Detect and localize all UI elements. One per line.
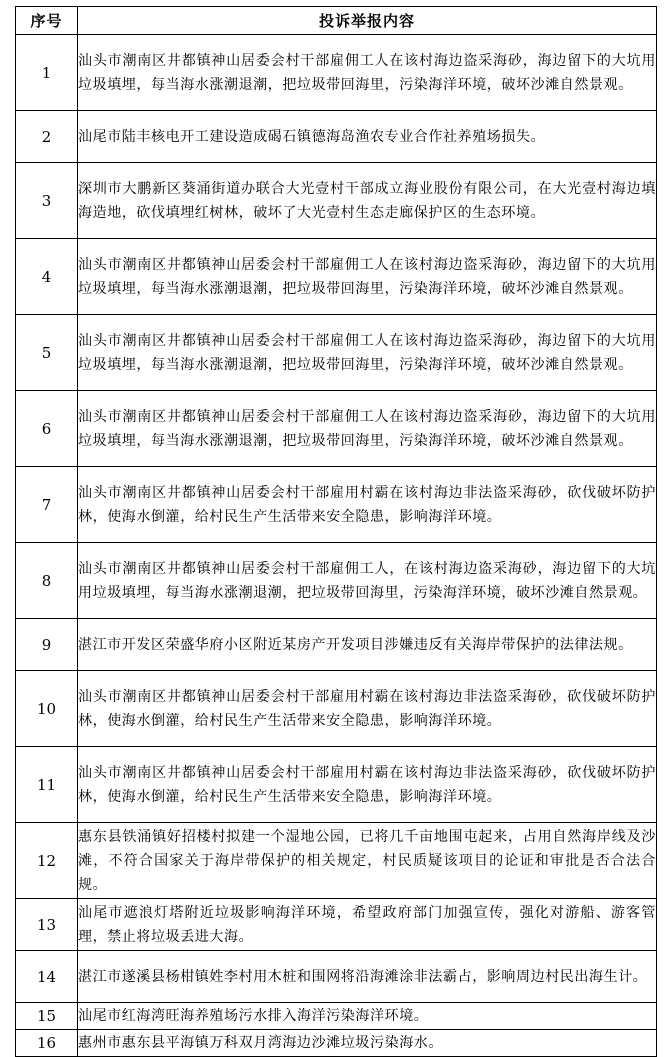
row-content: 深圳市大鹏新区葵涌街道办联合大光壹村干部成立海业股份有限公司，在大光壹村海边填海造地，砍伐填埋红树林，破坏了大光壹村生态走廊保护区的生态环境。 — [78, 163, 657, 239]
row-number: 1 — [16, 35, 78, 111]
row-number: 12 — [16, 823, 78, 899]
row-number: 13 — [16, 899, 78, 951]
document-page — [15, 6, 657, 1057]
table-row — [16, 543, 657, 619]
row-number: 15 — [16, 1003, 78, 1030]
table-row — [16, 467, 657, 543]
row-content: 汕头市潮南区井都镇神山居委会村干部雇佣工人在该村海边盗采海砂，海边留下的大坑用垃圾填埋，每当海水涨潮退潮，把垃圾带回海里，污染海洋环境，破坏沙滩自然景观。 — [78, 239, 657, 315]
table-row — [16, 391, 657, 467]
row-number: 3 — [16, 163, 78, 239]
table-header-row — [16, 7, 657, 35]
row-number: 14 — [16, 951, 78, 1003]
table-row — [16, 35, 657, 111]
row-content: 汕尾市红海湾旺海养殖场污水排入海洋污染海洋环境。 — [78, 1003, 657, 1030]
row-content: 惠东县铁涌镇好招楼村拟建一个湿地公园，已将几千亩地围屯起来，占用自然海岸线及沙滩，不符合国家关于海岸带保护的相关规定，村民质疑该项目的论证和审批是否合法合规。 — [78, 823, 657, 899]
row-number: 11 — [16, 747, 78, 823]
row-content: 汕头市潮南区井都镇神山居委会村干部雇佣工人，在该村海边盗采海砂，海边留下的大坑用垃圾填埋，每当海水涨潮退潮，把垃圾带回海里，污染海洋环境，破坏沙滩自然景观。 — [78, 543, 657, 619]
table-row — [16, 899, 657, 951]
row-content: 汕头市潮南区井都镇神山居委会村干部雇用村霸在该村海边非法盗采海砂，砍伐破坏防护林，使海水倒灌，给村民生产生活带来安全隐患，影响海洋环境。 — [78, 467, 657, 543]
table-row — [16, 747, 657, 823]
row-content: 汕尾市遮浪灯塔附近垃圾影响海洋环境，希望政府部门加强宣传，强化对游船、游客管理，禁止将垃圾丢进大海。 — [78, 899, 657, 951]
row-content: 汕头市潮南区井都镇神山居委会村干部雇用村霸在该村海边非法盗采海砂，砍伐破坏防护林，使海水倒灌，给村民生产生活带来安全隐患，影响海洋环境。 — [78, 747, 657, 823]
row-number: 10 — [16, 671, 78, 747]
row-content: 湛江市开发区荣盛华府小区附近某房产开发项目涉嫌违反有关海岸带保护的法律法规。 — [78, 619, 657, 671]
table-row — [16, 619, 657, 671]
row-number: 4 — [16, 239, 78, 315]
row-number: 9 — [16, 619, 78, 671]
row-content: 汕头市潮南区井都镇神山居委会村干部雇佣工人在该村海边盗采海砂，海边留下的大坑用垃圾填埋，每当海水涨潮退潮，把垃圾带回海里，污染海洋环境，破坏沙滩自然景观。 — [78, 35, 657, 111]
table-row — [16, 671, 657, 747]
row-number: 16 — [16, 1030, 78, 1057]
table-row — [16, 163, 657, 239]
table-row — [16, 951, 657, 1003]
table-row — [16, 1003, 657, 1030]
table-row — [16, 1030, 657, 1057]
table-row — [16, 315, 657, 391]
row-number: 2 — [16, 111, 78, 163]
row-content: 汕头市潮南区井都镇神山居委会村干部雇佣工人在该村海边盗采海砂，海边留下的大坑用垃圾填埋，每当海水涨潮退潮，把垃圾带回海里，污染海洋环境，破坏沙滩自然景观。 — [78, 391, 657, 467]
row-number: 7 — [16, 467, 78, 543]
complaint-table — [15, 6, 657, 1057]
row-content: 汕头市潮南区井都镇神山居委会村干部雇佣工人在该村海边盗采海砂，海边留下的大坑用垃圾填埋，每当海水涨潮退潮，把垃圾带回海里，污染海洋环境，破坏沙滩自然景观。 — [78, 315, 657, 391]
row-number: 6 — [16, 391, 78, 467]
header-serial-number: 序号 — [16, 7, 78, 35]
table-row — [16, 111, 657, 163]
table-row — [16, 239, 657, 315]
row-content: 惠州市惠东县平海镇万科双月湾海边沙滩垃圾污染海水。 — [78, 1030, 657, 1057]
row-number: 8 — [16, 543, 78, 619]
row-content: 汕头市潮南区井都镇神山居委会村干部雇用村霸在该村海边非法盗采海砂，砍伐破坏防护林，使海水倒灌，给村民生产生活带来安全隐患，影响海洋环境。 — [78, 671, 657, 747]
table-row — [16, 823, 657, 899]
header-complaint-content: 投诉举报内容 — [78, 7, 657, 35]
row-content: 湛江市遂溪县杨柑镇姓李村用木桩和围网将沿海滩涂非法霸占，影响周边村民出海生计。 — [78, 951, 657, 1003]
row-number: 5 — [16, 315, 78, 391]
row-content: 汕尾市陆丰核电开工建设造成碣石镇德海岛渔农专业合作社养殖场损失。 — [78, 111, 657, 163]
